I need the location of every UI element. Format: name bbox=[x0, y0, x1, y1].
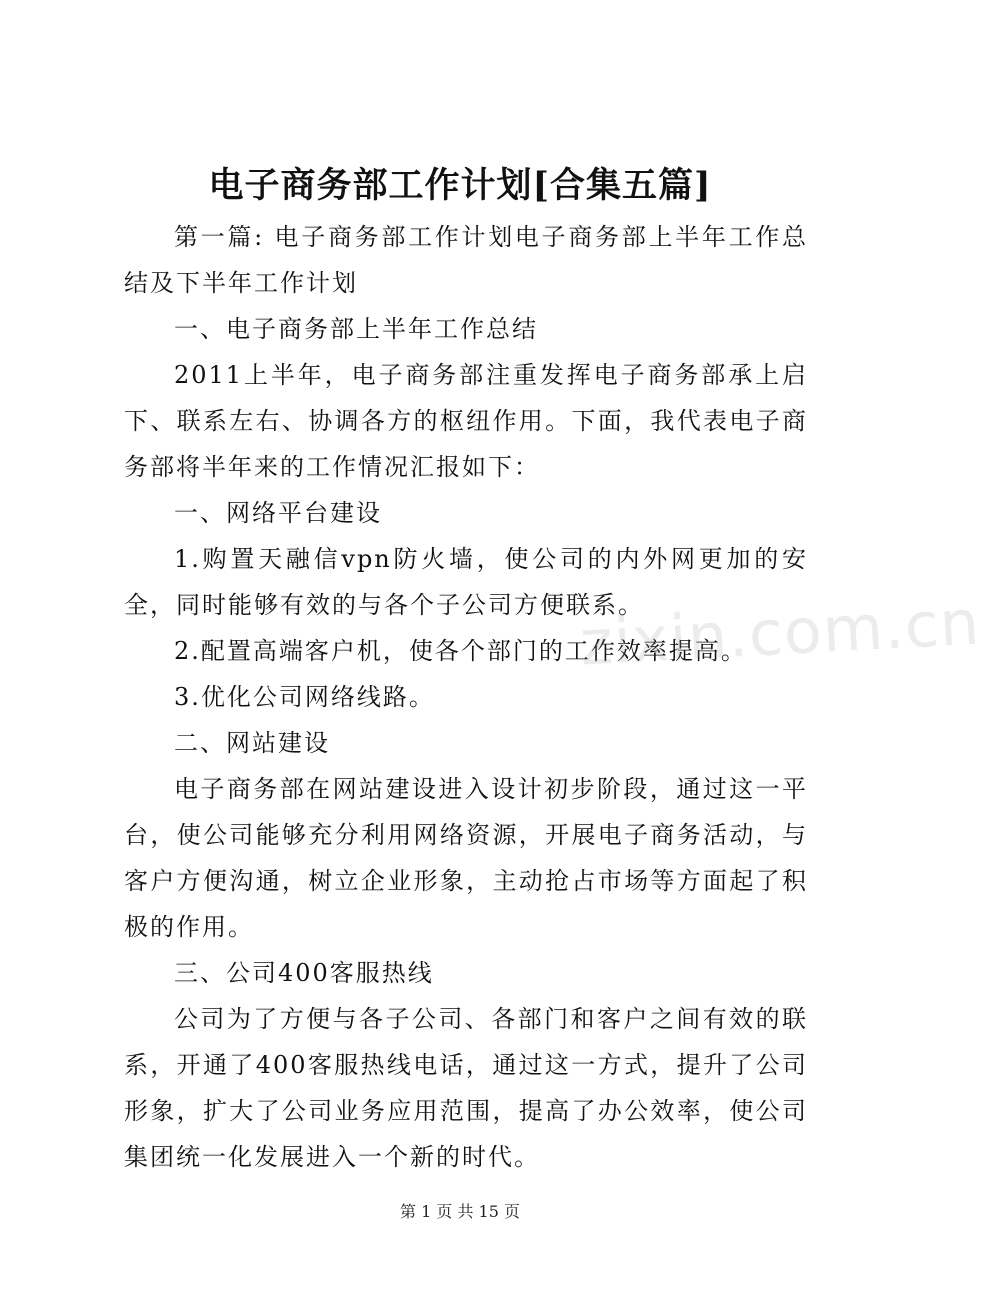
paragraph-section-summary: 一、电子商务部上半年工作总结 bbox=[174, 315, 538, 343]
paragraph-hotline-body: 公司为了方便与各子公司、各部门和客户之间有效的联系，开通了400客服热线电话，通过这一方式，提升了公司形象，扩大了公司业务应用范围，提高了办公效率，使公司集团统一化发展进入一个新的时代。 bbox=[124, 1005, 808, 1171]
paragraph-item-1: 1.购置天融信vpn防火墙，使公司的内外网更加的安全，同时能够有效的与各个子公司方便联系。 bbox=[124, 545, 808, 619]
paragraph-heading-part1: 第一篇: 电子商务部工作计划电子商务部上半年工作总结及下半年工作计划 bbox=[124, 223, 808, 297]
watermark: zixin.com.cn bbox=[578, 585, 982, 680]
paragraph-item-2: 2.配置高端客户机，使各个部门的工作效率提高。 bbox=[174, 637, 747, 665]
paragraph-website-heading: 二、网站建设 bbox=[174, 729, 330, 757]
page-footer: 第 1 页 共 15 页 bbox=[400, 1202, 520, 1221]
paragraph-item-3: 3.优化公司网络线路。 bbox=[174, 683, 435, 711]
document-title: 电子商务部工作计划[合集五篇] bbox=[208, 165, 712, 206]
paragraph-network-heading: 一、网络平台建设 bbox=[174, 499, 382, 527]
paragraph-hotline-heading: 三、公司400客服热线 bbox=[174, 959, 434, 987]
paragraph-website-body: 电子商务部在网站建设进入设计初步阶段，通过这一平台，使公司能够充分利用网络资源，开展电子商务活动，与客户方便沟通，树立企业形象，主动抢占市场等方面起了积极的作用。 bbox=[124, 775, 808, 941]
document-body bbox=[124, 214, 808, 1180]
paragraph-intro: 2011上半年，电子商务部注重发挥电子商务部承上启下、联系左右、协调各方的枢纽作用。下面，我代表电子商务部将半年来的工作情况汇报如下： bbox=[124, 361, 808, 481]
